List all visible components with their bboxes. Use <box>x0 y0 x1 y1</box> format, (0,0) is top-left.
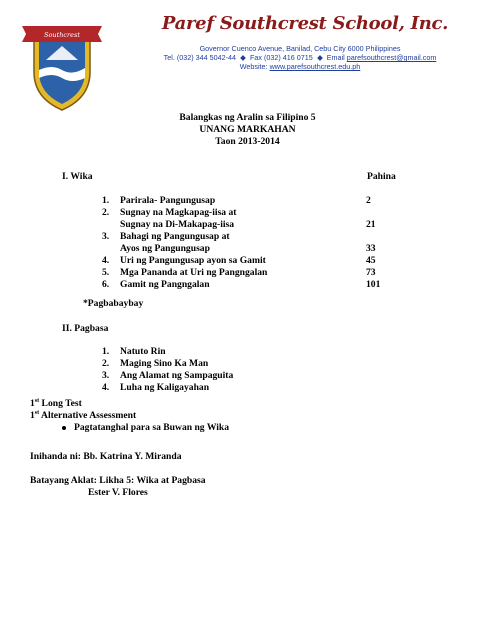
wika-item-num: 3. <box>102 231 110 242</box>
wika-item-num: 1. <box>102 195 110 206</box>
bullet-item-text: Pagtatanghal para sa Buwan ng Wika <box>74 422 230 433</box>
email-label: Email <box>326 53 345 62</box>
long-test-label: Long Test <box>41 398 82 409</box>
pagbasa-item-text: Ang Alamat ng Sampaguita <box>120 370 234 381</box>
logo-banner-text: Southcrest <box>44 31 80 39</box>
wika-item-num: 2. <box>102 207 110 218</box>
wika-item-text: Sugnay na Magkapag-iisa at <box>120 207 237 218</box>
wika-item-text: Gamit ng Pangngalan <box>120 279 210 290</box>
pagbabaybay-note: *Pagbabaybay <box>83 298 144 309</box>
reference-book: Batayang Aklat: Likha 5: Wika at Pagbasa <box>30 475 206 486</box>
wika-item-num: 6. <box>102 279 110 290</box>
wika-item-num: 5. <box>102 267 110 278</box>
school-name: Paref Southcrest School, Inc. <box>161 13 449 34</box>
section-1-heading: I. Wika <box>62 171 93 182</box>
wika-item-page: 21 <box>366 219 376 230</box>
wika-item-text: Uri ng Pangungusap ayon sa Gamit <box>120 255 266 266</box>
title-line-1: Balangkas ng Aralin sa Filipino 5 <box>179 112 316 123</box>
pagbasa-item-num: 3. <box>102 370 110 381</box>
pagbasa-item-num: 2. <box>102 358 110 369</box>
page-column-heading: Pahina <box>367 171 396 182</box>
alt-assessment-label: Alternative Assessment <box>41 410 137 421</box>
wika-item-num: 4. <box>102 255 110 266</box>
wika-item-text: Ayos ng Pangungusap <box>120 243 210 254</box>
wika-item-page: 45 <box>366 255 376 266</box>
title-line-3: Taon 2013-2014 <box>215 136 280 147</box>
reference-author: Ester V. Flores <box>88 487 148 498</box>
website-line <box>110 62 490 71</box>
wika-item-text: Parirala- Pangungusap <box>120 195 216 206</box>
address: Governor Cuenco Avenue, Banilad, Cebu City 6000 Philippines <box>199 44 401 53</box>
long-test-sup: st <box>34 397 40 404</box>
prepared-by: Inihanda ni: Bb. Katrina Y. Miranda <box>30 451 182 462</box>
contact-line <box>110 53 490 62</box>
email-link[interactable]: parefsouthcrest@gmail.com <box>346 53 437 62</box>
wika-item-text: Bahagi ng Pangungusap at <box>120 231 230 242</box>
diamond-icon <box>317 55 323 61</box>
bullet-item <box>62 422 229 434</box>
pagbasa-item-text: Natuto Rin <box>120 346 166 357</box>
wika-item-page: 101 <box>366 279 381 290</box>
title-line-2: UNANG MARKAHAN <box>199 124 296 135</box>
wika-item-page: 73 <box>366 267 376 278</box>
bullet-icon <box>62 426 66 430</box>
website-link[interactable]: www.parefsouthcrest.edu.ph <box>269 62 361 71</box>
pagbasa-item-num: 4. <box>102 382 110 393</box>
wika-item-text: Mga Pananda at Uri ng Pangngalan <box>120 267 268 278</box>
school-logo <box>22 20 102 112</box>
wika-item-page: 33 <box>366 243 376 254</box>
fax: Fax (032) 416 0715 <box>250 53 313 62</box>
wika-item-page: 2 <box>366 195 371 206</box>
pagbasa-item-text: Luha ng Kaligayahan <box>120 382 210 393</box>
pagbasa-item-text: Maging Sino Ka Man <box>120 358 209 369</box>
tel: Tel. (032) 344 5042-44 <box>163 53 236 62</box>
long-test-num: 1 <box>30 398 35 409</box>
pagbasa-item-num: 1. <box>102 346 110 357</box>
alt-assessment-sup: st <box>34 409 40 416</box>
alt-assessment-line <box>30 410 136 422</box>
wika-item-text: Sugnay na Di-Makapag-iisa <box>120 219 235 230</box>
section-2-heading: II. Pagbasa <box>62 323 109 334</box>
website-label: Website: <box>239 62 268 71</box>
diamond-icon <box>240 55 246 61</box>
long-test-line <box>30 398 82 410</box>
alt-assessment-num: 1 <box>30 410 35 421</box>
